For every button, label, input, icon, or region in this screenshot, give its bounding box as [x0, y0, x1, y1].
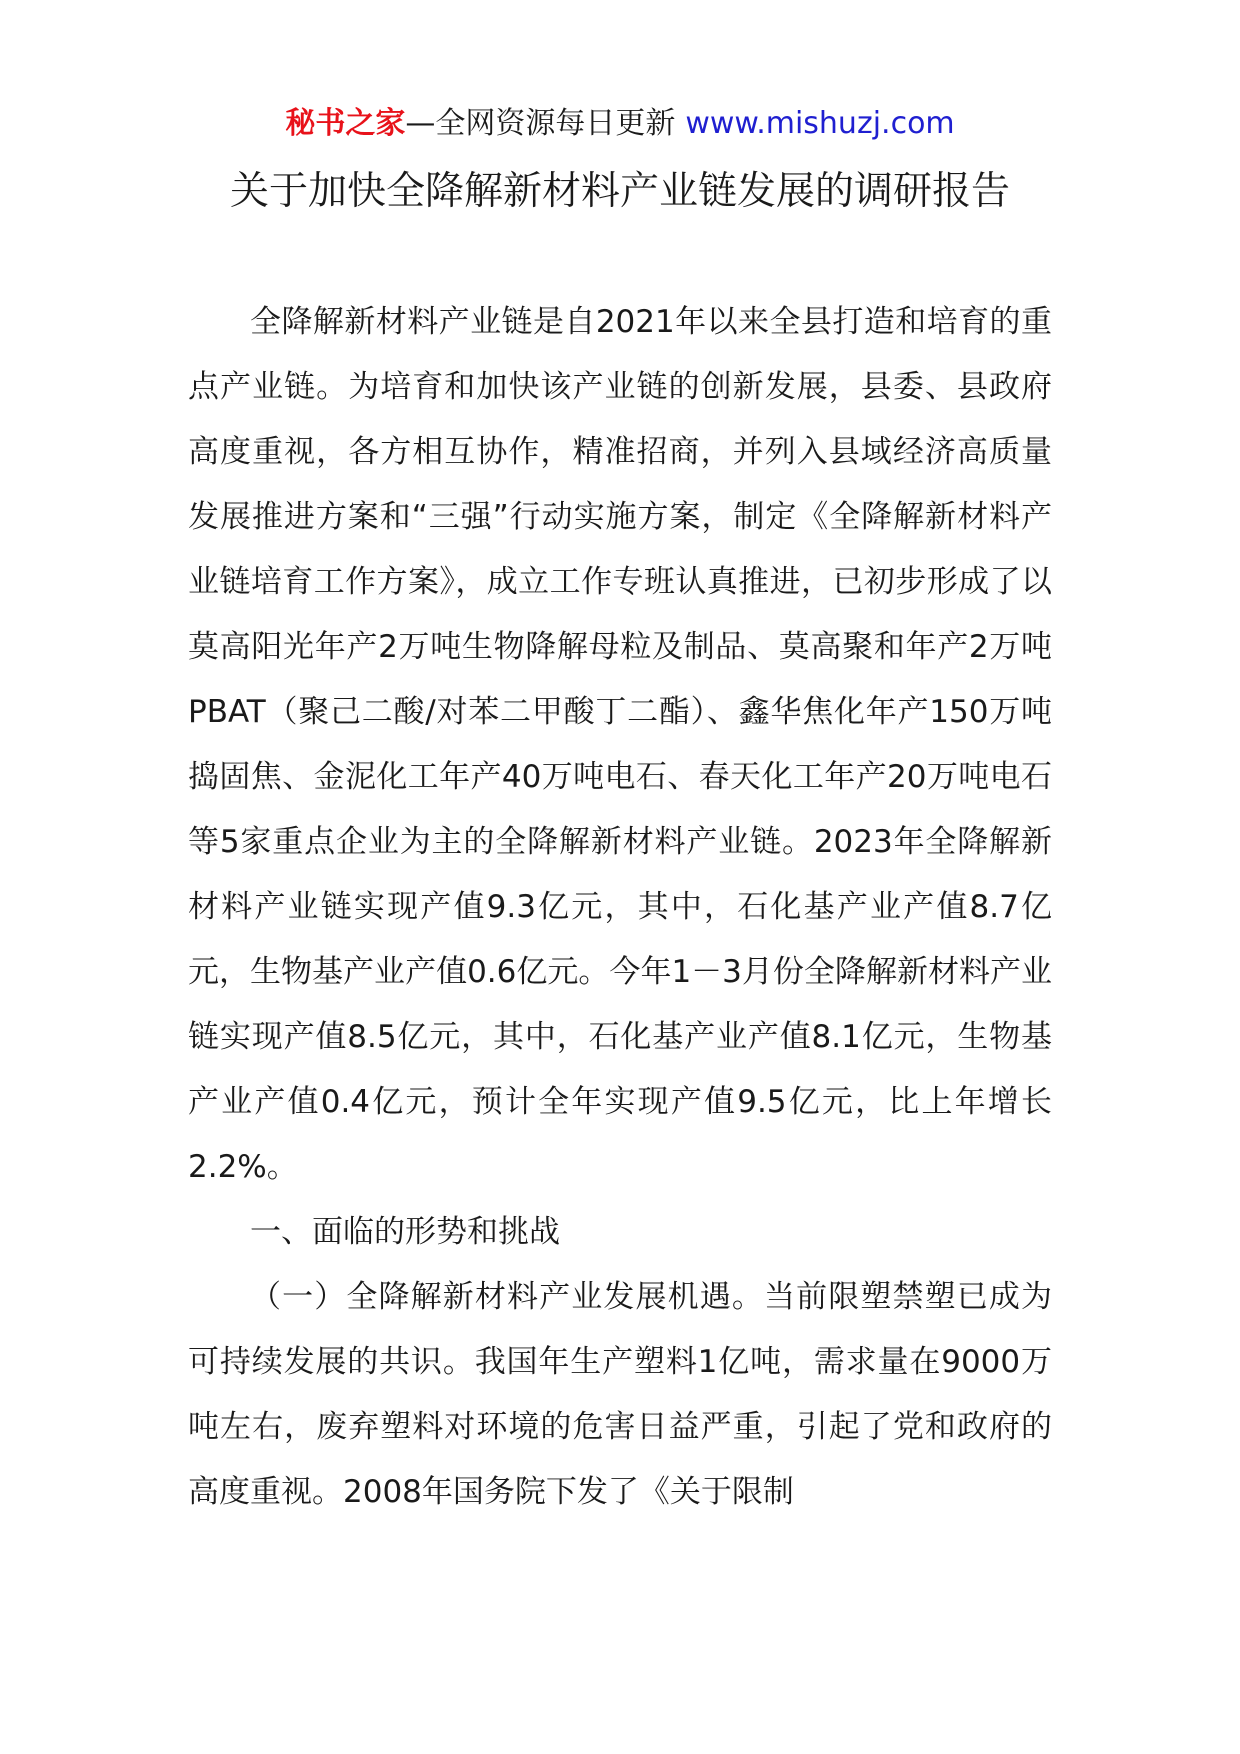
- header-tagline: —全网资源每日更新: [405, 106, 676, 141]
- section-heading: 一、面临的形势和挑战: [250, 1214, 560, 1250]
- brand-name: 秘书之家: [285, 106, 406, 141]
- document-title: 关于加快全降解新材料产业链发展的调研报告: [229, 169, 1010, 214]
- subsection-paragraph: （一）全降解新材料产业发展机遇。当前限塑禁塑已成为可持续发展的共识。我国年生产塑料1亿吨，需求量在9000万吨左右，废弃塑料对环境的危害日益严重，引起了党和政府的高度重视。2008年国务院下发了《关于限制: [188, 1279, 1052, 1510]
- document-body: [188, 290, 1052, 1525]
- intro-paragraph: 全降解新材料产业链是自2021年以来全县打造和培育的重点产业链。为培育和加快该产业链的创新发展，县委、县政府高度重视，各方相互协作，精准招商，并列入县域经济高质量发展推进方案和“三强”行动实施方案，制定《全降解新材料产业链培育工作方案》，成立工作专班认真推进，已初步形成了以莫高阳光年产2万吨生物降解母粒及制品、莫高聚和年产2万吨PBAT（聚己二酸/对苯二甲酸丁二酯）、鑫华焦化年产150万吨捣固焦、金泥化工年产40万吨电石、春天化工年产20万吨电石等5家重点企业为主的全降解新材料产业链。2023年全降解新材料产业链实现产值9.3亿元，其中，石化基产业产值8.7亿元，生物基产业产值0.6亿元。今年1－3月份全降解新材料产业链实现产值8.5亿元，其中，石化基产业产值8.1亿元，生物基产业产值0.4亿元，预计全年实现产值9.5亿元，比上年增长2.2%。: [188, 304, 1052, 1185]
- site-url-link[interactable]: www.mishuzj.com: [685, 106, 955, 141]
- site-header: [0, 102, 1240, 146]
